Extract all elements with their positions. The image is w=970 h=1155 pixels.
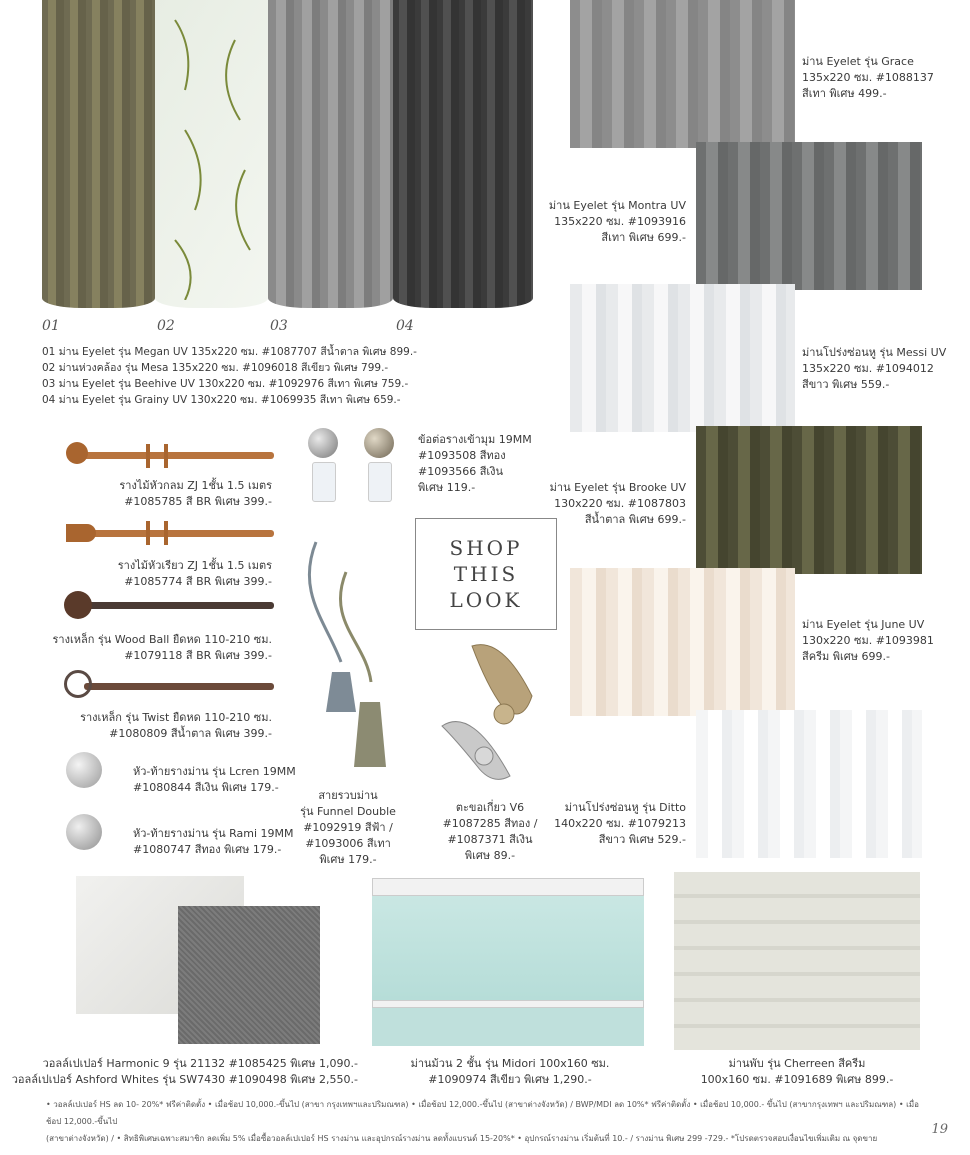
caption-line: 01 ม่าน Eyelet รุ่น Megan UV 135x220 ซม. #1087707 สีน้ำตาล พิเศษ 899.- <box>42 346 417 358</box>
lcren-finial-image <box>66 752 102 788</box>
curtain-beehive-image <box>268 0 393 308</box>
curtain-grainy-image <box>393 0 533 308</box>
caption-line: ม่านม้วน 2 ชั้น รุ่น Midori 100x160 ซม. <box>410 1057 610 1070</box>
panel-number-1: 01 <box>42 318 60 334</box>
curtain-mesa-image <box>155 0 268 308</box>
caption-line: #1093006 สีเทา <box>305 837 391 850</box>
rod-caption-4 <box>80 710 272 742</box>
hook-image <box>432 636 550 786</box>
curtain-june-image <box>570 568 795 716</box>
wood-rod-tapered-rings <box>146 521 168 545</box>
rod-caption-2 <box>118 558 272 590</box>
curtain-megan-image <box>42 0 155 308</box>
caption-line: หัว-ท้ายรางม่าน รุ่น Lcren 19MM <box>133 765 296 778</box>
rod-caption-3 <box>52 632 272 664</box>
promotion-footer <box>46 1096 926 1147</box>
connector-caption <box>418 432 532 496</box>
wood-rod-rings <box>146 444 168 468</box>
curtain-messi-image <box>570 284 795 432</box>
caption-line: #1080809 สีน้ำตาล พิเศษ 399.- <box>109 727 272 740</box>
caption-line: #1092919 สีฟ้า / <box>303 821 393 834</box>
footer-line-2: (สาขาต่างจังหวัด) / • สิทธิพิเศษเฉพาะสมาชิก ลดเพิ่ม 5% เมื่อซื้อวอลล์เปเปอร์ HS รางม่าน และอุปกรณ์รางม่าน ลดทั้งแบรนด์ 15-20%* • อุปกรณ์รางม่าน เริ่มต้นที่ 10.- / รางม่าน พิเศษ 299 -729.- *โปรดตรวจสอบเงื่อนไขเพิ่มเติม ณ จุดขาย <box>46 1134 878 1143</box>
curtain-grace-image <box>570 0 795 148</box>
caption-line: สายรวบม่าน <box>318 789 378 802</box>
panel-number-4: 04 <box>396 318 414 334</box>
caption-line: #1079118 สี BR พิเศษ 399.- <box>124 649 272 662</box>
caption-line: รางเหล็ก รุ่น Wood Ball ยืดหด 110-210 ซม. <box>52 633 272 646</box>
hook-caption <box>432 800 548 864</box>
metal-rod-woodball-image <box>84 602 274 609</box>
caption-line: #1085785 สี BR พิเศษ 399.- <box>124 495 272 508</box>
caption-line: 130x220 ซม. #1087803 <box>554 497 686 510</box>
caption-line: #1090974 สีเขียว พิเศษ 1,290.- <box>428 1073 592 1086</box>
leaf-pattern <box>155 0 268 300</box>
wood-rod-tapered-finial <box>66 524 96 542</box>
caption-line: #1093508 สีทอง <box>418 449 506 462</box>
twist-finial <box>64 670 92 698</box>
panel-number-3: 03 <box>270 318 288 334</box>
caption-line: วอลล์เปเปอร์ Ashford Whites รุ่น SW7430 #1090498 พิเศษ 2,550.- <box>11 1073 358 1086</box>
caption-line: 04 ม่าน Eyelet รุ่น Grainy UV 130x220 ซม. #1069935 สีเทา พิเศษ 659.- <box>42 394 401 406</box>
wood-rod-round-finial <box>66 442 88 464</box>
caption-line: ม่านพับ รุ่น Cherreen สีครีม <box>728 1057 866 1070</box>
caption-line: ตะขอเกี่ยว V6 <box>455 801 525 814</box>
roller-caption <box>390 1056 630 1088</box>
page-number: 19 <box>931 1122 948 1137</box>
tieback-caption <box>296 788 400 868</box>
caption-line: รางไม้หัวกลม ZJ 1ชั้น 1.5 เมตร <box>119 479 272 492</box>
rod-caption-1 <box>119 478 272 510</box>
rod-caption-5 <box>133 764 296 796</box>
caption-line: สีน้ำตาล พิเศษ 699.- <box>584 513 686 526</box>
caption-line: ม่าน Eyelet รุ่น Grace <box>802 55 914 68</box>
woodball-finial <box>64 591 92 619</box>
metal-rod-twist-image <box>84 683 274 690</box>
tieback-image <box>296 532 396 772</box>
caption-line: 135x220 ซม. #1088137 <box>802 71 934 84</box>
caption-line: ม่าน Eyelet รุ่น Montra UV <box>548 199 686 212</box>
curtain-ditto-image <box>696 710 922 858</box>
caption-line: พิเศษ 119.- <box>418 481 476 494</box>
caption-line: พิเศษ 179.- <box>319 853 377 866</box>
caption-line: 130x220 ซม. #1093981 <box>802 634 934 647</box>
caption-line: 100x160 ซม. #1091689 พิเศษ 899.- <box>700 1073 894 1086</box>
caption-line: หัว-ท้ายรางม่าน รุ่น Rami 19MM <box>133 827 294 840</box>
look-word: LOOK <box>449 588 523 612</box>
ditto-caption <box>554 800 686 848</box>
connector-image-2 <box>354 428 402 502</box>
wood-rod-tapered-image <box>72 530 274 537</box>
caption-line: สีเทา พิเศษ 699.- <box>601 231 686 244</box>
connector-image-1 <box>298 428 346 502</box>
grace-caption <box>802 54 934 102</box>
top-curtain-captions <box>42 344 417 408</box>
roman-caption <box>674 1056 920 1088</box>
footer-line-1: • วอลล์เปเปอร์ HS ลด 10- 20%* ฟรีค่าติดตั้ง • เมื่อช้อป 10,000.-ขึ้นไป (สาขา กรุงเทพฯและปริมณฑล) • เมื่อช้อป 12,000.-ขึ้นไป (สาขาต่างจังหวัด) / BWP/MDI ลด 10%* ฟรีค่าติดตั้ง • เมื่อช้อป 10,000.- ขึ้นไป (สาขากรุงเทพฯ และปริมณฑล) • เมื่อช้อป 12,000.-ขึ้นไป <box>46 1100 919 1126</box>
caption-line: รางไม้หัวเรียว ZJ 1ชั้น 1.5 เมตร <box>117 559 272 572</box>
caption-line: ม่าน Eyelet รุ่น June UV <box>802 618 925 631</box>
caption-line: #1080844 สีเงิน พิเศษ 179.- <box>133 781 279 794</box>
caption-line: 135x220 ซม. #1094012 <box>802 362 934 375</box>
caption-line: 02 ม่านห่วงคล้อง รุ่น Mesa 135x220 ซม. #1096018 สีเขียว พิเศษ 799.- <box>42 362 389 374</box>
caption-line: สีขาว พิเศษ 529.- <box>598 833 686 846</box>
caption-line: วอลล์เปเปอร์ Harmonic 9 รุ่น 21132 #1085425 พิเศษ 1,090.- <box>42 1057 358 1070</box>
wood-rod-round-image <box>72 452 274 459</box>
caption-line: #1093566 สีเงิน <box>418 465 504 478</box>
caption-line: สีเทา พิเศษ 499.- <box>802 87 887 100</box>
rod-caption-6 <box>133 826 293 858</box>
caption-line: ม่าน Eyelet รุ่น Brooke UV <box>549 481 686 494</box>
roman-blind-image <box>674 872 920 1050</box>
caption-line: ม่านโปร่งซ่อนหู รุ่น Messi UV <box>802 346 947 359</box>
caption-line: #1085774 สี BR พิเศษ 399.- <box>124 575 272 588</box>
caption-line: 135x220 ซม. #1093916 <box>554 215 686 228</box>
caption-line: 03 ม่าน Eyelet รุ่น Beehive UV 130x220 ซม. #1092976 สีเทา พิเศษ 759.- <box>42 378 409 390</box>
caption-line: รางเหล็ก รุ่น Twist ยืดหด 110-210 ซม. <box>80 711 272 724</box>
caption-line: พิเศษ 89.- <box>464 849 516 862</box>
rami-finial-image <box>66 814 102 850</box>
roller-blind-image <box>372 878 644 1044</box>
caption-line: สีขาว พิเศษ 559.- <box>802 378 890 391</box>
shop-this-look-box <box>415 518 557 630</box>
june-caption <box>802 617 934 665</box>
messi-caption <box>802 345 946 393</box>
caption-line: #1087371 สีเงิน <box>447 833 533 846</box>
panel-number-2: 02 <box>157 318 175 334</box>
caption-line: ข้อต่อรางเข้ามุม 19MM <box>418 433 532 446</box>
curtain-brooke-image <box>696 426 922 574</box>
caption-line: รุ่น Funnel Double <box>300 805 396 818</box>
shop-word: SHOP <box>449 536 523 560</box>
wallpaper-ashford-image <box>178 906 320 1044</box>
montra-caption <box>549 198 686 246</box>
caption-line: 140x220 ซม. #1079213 <box>554 817 686 830</box>
caption-line: #1080747 สีทอง พิเศษ 179.- <box>133 843 282 856</box>
this-word: THIS <box>453 562 519 586</box>
caption-line: ม่านโปร่งซ่อนหู รุ่น Ditto <box>564 801 686 814</box>
curtain-montra-image <box>696 142 922 290</box>
wallpaper-caption <box>12 1056 358 1088</box>
brooke-caption <box>550 480 686 528</box>
caption-line: สีครีม พิเศษ 699.- <box>802 650 890 663</box>
caption-line: #1087285 สีทอง / <box>442 817 538 830</box>
